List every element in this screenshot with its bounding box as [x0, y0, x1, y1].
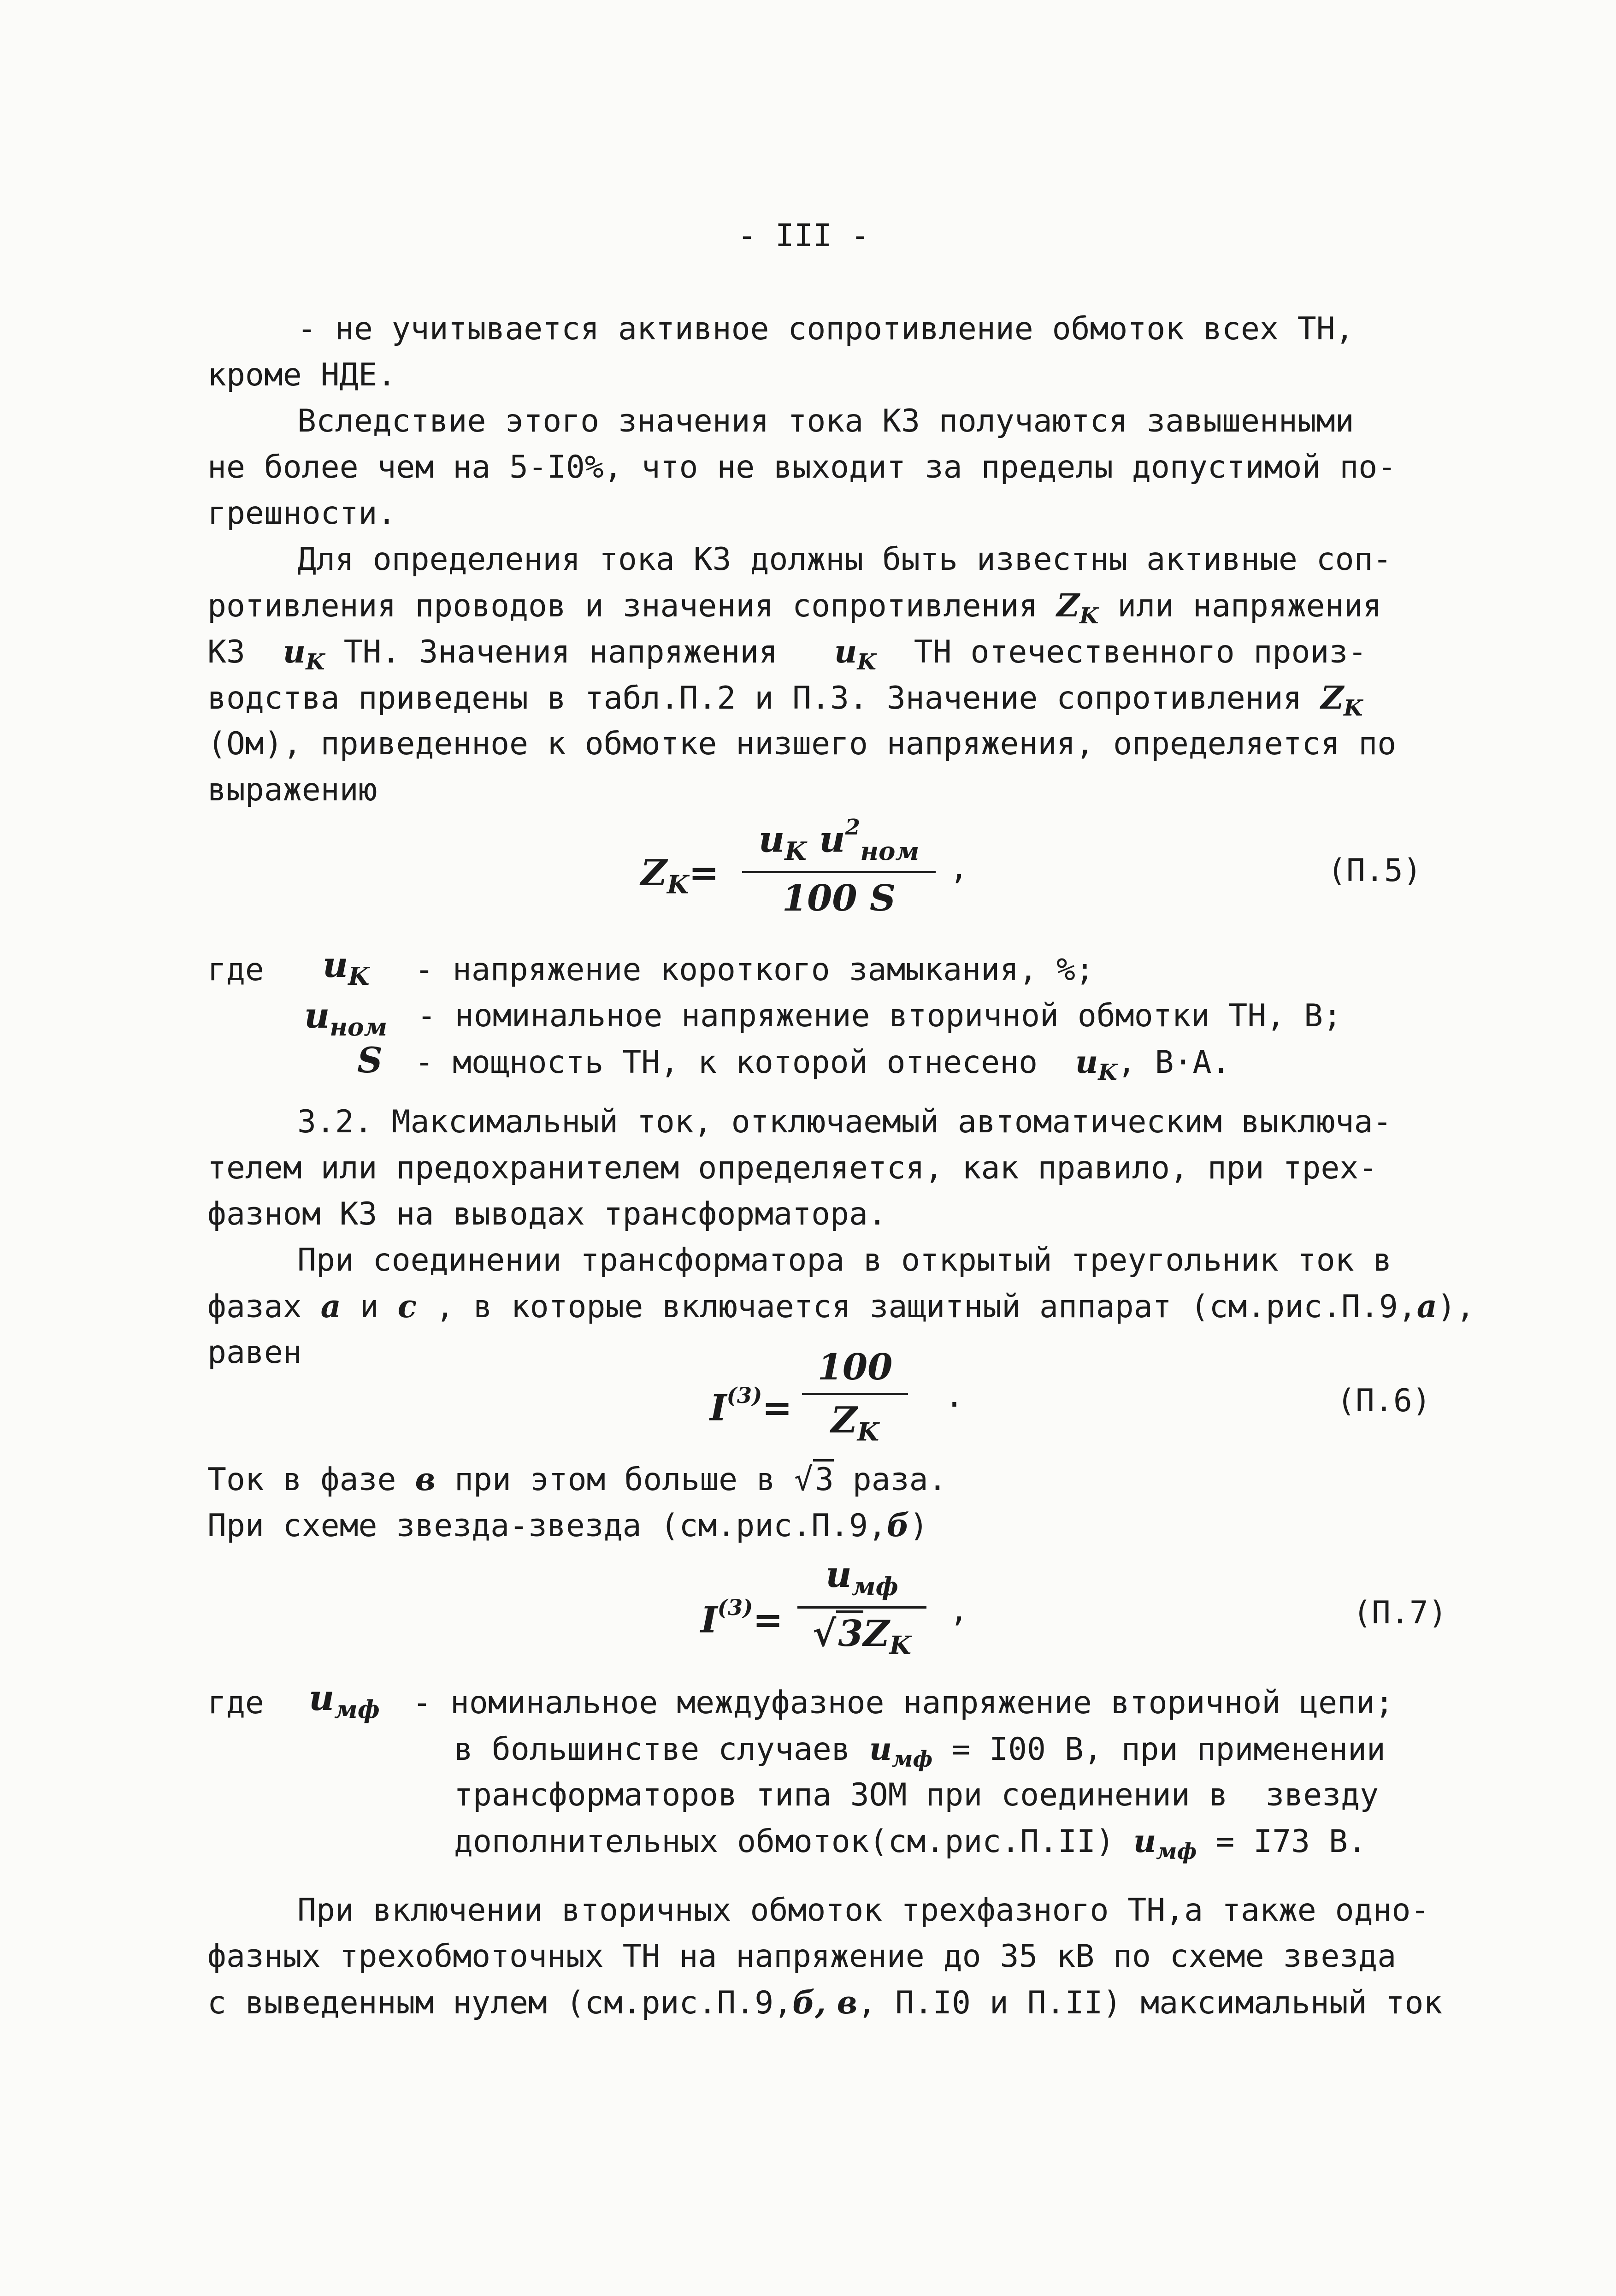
equation-5-fraction — [742, 815, 936, 920]
text-run: в большинстве случаев — [454, 1731, 850, 1768]
equation-6-fraction — [802, 1346, 908, 1447]
legend-1-symbol-unom: $u_{ном}$ — [304, 995, 388, 1042]
text-run: , в которые включается защитный аппарат (см.рис.П.9, — [435, 1289, 1417, 1325]
text-run: ТН. Значения напряжения — [343, 634, 778, 670]
paragraph-7-line-2: фазных трехобмоточных ТН на напряжение до 35 кВ по схеме звезда — [207, 1938, 1397, 1975]
text-run: фазах — [207, 1289, 302, 1325]
text-run: с выведенным нулем (см.рис.П.9, — [207, 1985, 793, 2021]
paragraph-3-line-1: Для определения тока КЗ должны быть известны активные соп- — [297, 541, 1392, 578]
equation-5-number: (П.5) — [1327, 852, 1422, 889]
paragraph-4-line-1: 3.2. Максимальный ток, отключаемый автоматическим выключа- — [297, 1104, 1392, 1140]
symbol-zk: $Z_K$ — [1056, 587, 1099, 629]
paragraph-1-line-1: - не учитывается активное сопротивление обмоток всех ТН, — [297, 311, 1354, 347]
text-run: и — [360, 1289, 379, 1325]
legend-1-symbol-uk: $u_K$ — [323, 944, 370, 991]
equation-7-fraction — [797, 1556, 926, 1659]
symbol-uk: $u_K$ — [283, 633, 325, 675]
legend-2-line-2 — [454, 1731, 1386, 1773]
text-run: или напряжения — [1117, 588, 1382, 624]
text-run: , В·А. — [1117, 1044, 1231, 1081]
sqrt-symbol: √3 — [794, 1459, 834, 1498]
paragraph-2-line-3: грешности. — [207, 495, 396, 532]
paragraph-6-line-2 — [207, 1507, 928, 1544]
symbol-umf: $u_{мф}$ — [869, 1731, 933, 1773]
phase-b-symbol: в — [415, 1461, 436, 1498]
paragraph-3-line-3 — [207, 633, 1367, 675]
text-run: ), — [1437, 1289, 1475, 1325]
legend-1-symbol-s: S — [357, 1040, 383, 1081]
paragraph-5-line-2 — [207, 1288, 1475, 1325]
legend-1-row-3-text — [415, 1044, 1231, 1086]
paragraph-3-line-6: выражению — [207, 772, 377, 808]
page-number: - III - — [737, 218, 870, 254]
figure-ref: б, в — [792, 1984, 858, 2021]
symbol-zk: $Z_K$ — [1321, 680, 1363, 722]
fraction-bar — [742, 871, 936, 873]
paragraph-3-line-4 — [207, 682, 1362, 720]
equation-7-comma: , — [950, 1592, 968, 1629]
text-run: ротивления проводов и значения сопротивления — [207, 588, 1038, 624]
equation-7-lhs: $I^{(3)}=$ — [701, 1595, 783, 1641]
fraction-bar — [802, 1393, 908, 1395]
symbol-umf: $u_{мф}$ — [1133, 1823, 1197, 1865]
figure-ref: б — [886, 1507, 909, 1544]
symbol-uk: $u_K$ — [834, 633, 876, 675]
legend-2-symbol-umf: $u_{мф}$ — [309, 1677, 380, 1724]
symbol-uk: $u_K$ — [1075, 1044, 1117, 1086]
paragraph-7-line-1: При включении вторичных обмоток трехфазного ТН,а также одно- — [297, 1892, 1430, 1929]
fraction-bar — [797, 1606, 926, 1609]
equation-5-comma: , — [950, 850, 968, 887]
legend-2-where: где — [207, 1685, 264, 1721]
paragraph-5-line-3: равен — [207, 1334, 302, 1371]
paragraph-3-line-5: (Ом), приведенное к обмотке низшего напряжения, определяется по — [207, 726, 1397, 762]
equation-6-number: (П.6) — [1337, 1383, 1431, 1419]
paragraph-7-line-3 — [207, 1984, 1443, 2021]
equation-6-lhs: $I^{(3)}=$ — [710, 1383, 792, 1429]
equation-7-number: (П.7) — [1353, 1595, 1447, 1631]
text-run: дополнительных обмоток(см.рис.П.II) — [454, 1823, 1115, 1860]
text-run: при этом больше в — [454, 1462, 775, 1498]
paragraph-2-line-1: Вследствие этого значения тока КЗ получаются завышенными — [297, 403, 1354, 439]
equation-7-numerator: $u_{мф}$ — [826, 1554, 898, 1601]
phase-a-symbol: a — [320, 1288, 341, 1325]
legend-1-where: где — [207, 952, 264, 988]
text-run: При схеме звезда-звезда (см.рис.П.9, — [207, 1508, 887, 1544]
paragraph-6-line-1 — [207, 1461, 947, 1498]
legend-2-line-3: трансформаторов типа ЗОМ при соединении в звезду — [454, 1777, 1379, 1813]
equation-7-denominator: $√3Z_K$ — [797, 1615, 926, 1659]
equation-5-lhs: $Z_K=$ — [641, 852, 719, 899]
legend-2-line-1: - номинальное междуфазное напряжение вторичной цепи; — [413, 1685, 1394, 1721]
legend-2-line-4 — [454, 1823, 1367, 1865]
equation-5-numerator: $u_K$ $u^2_{ном}$ — [758, 815, 920, 866]
paragraph-4-line-3: фазном КЗ на выводах трансформатора. — [207, 1196, 887, 1232]
paragraph-1-line-2: кроме НДЕ. — [207, 357, 396, 393]
text-run: - мощность ТН, к которой отнесено — [415, 1044, 1038, 1081]
equation-5-denominator: 100 S — [782, 877, 896, 920]
paragraph-4-line-2: телем или предохранителем определяется, как правило, при трех- — [207, 1150, 1378, 1186]
text-run: = I73 В. — [1215, 1823, 1367, 1860]
paragraph-3-line-2 — [207, 587, 1382, 629]
equation-6-period: . — [945, 1378, 964, 1414]
equation-6-denominator: $Z_K$ — [831, 1399, 879, 1447]
text-run: ТН отечественного произ- — [914, 634, 1367, 670]
legend-1-row-1-text: - напряжение короткого замыкания, %; — [415, 952, 1094, 988]
figure-ref: a — [1416, 1288, 1437, 1325]
paragraph-2-line-2: не более чем на 5-I0%, что не выходит за пределы допустимой по- — [207, 449, 1397, 485]
phase-c-symbol: c — [397, 1288, 417, 1325]
text-run: водства приведены в табл.П.2 и П.3. Значение сопротивления — [207, 680, 1302, 716]
legend-1-row-2-text: - номинальное напряжение вторичной обмотки ТН, В; — [417, 998, 1342, 1034]
equation-6-numerator: 100 — [817, 1346, 893, 1388]
paragraph-5-line-1: При соединении трансформатора в открытый треугольник ток в — [297, 1242, 1392, 1278]
text-run: = I00 В, при применении — [951, 1731, 1386, 1768]
text-run: раза. — [852, 1462, 947, 1498]
text-run: ) — [909, 1508, 928, 1544]
text-run: КЗ — [207, 634, 245, 670]
text-run: , П.I0 и П.II) максимальный ток — [857, 1985, 1443, 2021]
text-run: Ток в фазе — [207, 1462, 396, 1498]
